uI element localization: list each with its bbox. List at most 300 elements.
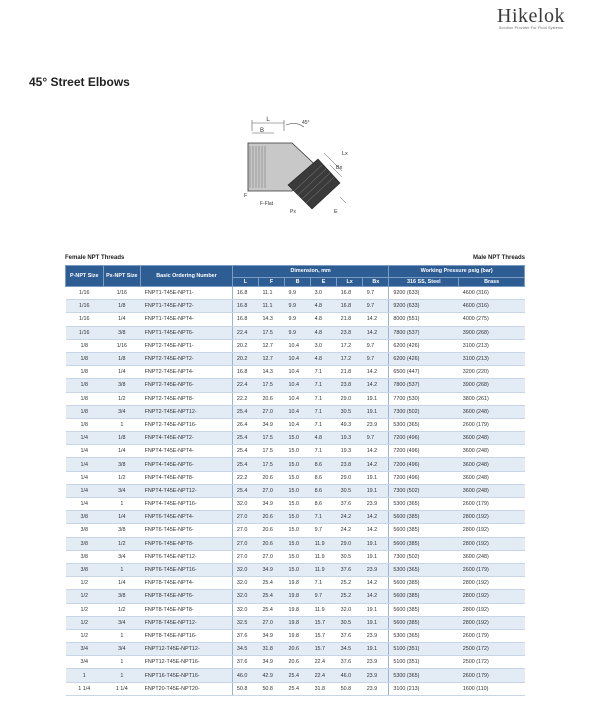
- cell-pressure-brass: 2600 (179): [459, 629, 525, 642]
- cell-e: 11.9: [311, 537, 337, 550]
- cell-px-npt: 1/16: [103, 339, 141, 352]
- cell-f: 25.4: [258, 603, 284, 616]
- cell-e: 31.8: [311, 682, 337, 695]
- cell-pressure-brass: 4000 (275): [459, 313, 525, 326]
- cell-l: 25.4: [232, 458, 258, 471]
- cell-pressure-316ss: 8000 (551): [389, 313, 459, 326]
- cell-b: 15.0: [285, 471, 311, 484]
- cell-ordering-number: FNPT12-T45E-NPT16-: [141, 656, 233, 669]
- cell-b: 15.0: [285, 537, 311, 550]
- cell-p-npt: 1/2: [66, 603, 104, 616]
- cell-bx: 19.1: [363, 616, 389, 629]
- cell-lx: 16.8: [337, 287, 363, 300]
- cell-f: 27.0: [258, 616, 284, 629]
- table-row: [66, 484, 525, 497]
- cell-lx: 50.8: [337, 682, 363, 695]
- header-dimensions: Dimension, mm: [232, 266, 388, 278]
- cell-px-npt: 1/8: [103, 352, 141, 365]
- cell-b: 9.9: [285, 326, 311, 339]
- cell-pressure-316ss: 5600 (385): [389, 577, 459, 590]
- cell-lx: 23.8: [337, 379, 363, 392]
- table-row: [66, 313, 525, 326]
- cell-bx: 19.1: [363, 392, 389, 405]
- table-row: [66, 577, 525, 590]
- cell-l: 46.0: [232, 669, 258, 682]
- cell-p-npt: 3/8: [66, 511, 104, 524]
- cell-pressure-316ss: 3100 (213): [389, 682, 459, 695]
- dimensions-table: [65, 265, 525, 696]
- cell-e: 22.4: [311, 656, 337, 669]
- cell-lx: 16.8: [337, 300, 363, 313]
- cell-bx: 23.9: [363, 682, 389, 695]
- cell-p-npt: 1/16: [66, 326, 104, 339]
- cell-bx: 14.2: [363, 313, 389, 326]
- cell-f: 11.1: [258, 287, 284, 300]
- cell-lx: 25.2: [337, 590, 363, 603]
- cell-ordering-number: FNPT16-T45E-NPT16-: [141, 669, 233, 682]
- cell-p-npt: 1/2: [66, 616, 104, 629]
- table-row: [66, 603, 525, 616]
- cell-f: 17.5: [258, 445, 284, 458]
- cell-e: 7.1: [311, 511, 337, 524]
- table-row: [66, 432, 525, 445]
- table-row: [66, 458, 525, 471]
- cell-ordering-number: FNPT8-T45E-NPT4-: [141, 577, 233, 590]
- cell-pressure-316ss: 7300 (502): [389, 405, 459, 418]
- cell-px-npt: 1/8: [103, 432, 141, 445]
- cell-f: 34.9: [258, 629, 284, 642]
- cell-pressure-316ss: 9200 (633): [389, 300, 459, 313]
- cell-px-npt: 1: [103, 669, 141, 682]
- cell-f: 27.0: [258, 550, 284, 563]
- cell-bx: 19.1: [363, 471, 389, 484]
- cell-b: 10.4: [285, 379, 311, 392]
- cell-bx: 14.2: [363, 524, 389, 537]
- table-row: [66, 300, 525, 313]
- cell-ordering-number: FNPT1-T45E-NPT2-: [141, 300, 233, 313]
- cell-p-npt: 1/8: [66, 366, 104, 379]
- cell-pressure-316ss: 5300 (365): [389, 629, 459, 642]
- cell-lx: 23.8: [337, 326, 363, 339]
- cell-b: 10.4: [285, 405, 311, 418]
- cell-e: 9.7: [311, 524, 337, 537]
- cell-b: 10.4: [285, 339, 311, 352]
- cell-pressure-316ss: 5600 (385): [389, 603, 459, 616]
- cell-b: 15.0: [285, 511, 311, 524]
- cell-lx: 24.2: [337, 511, 363, 524]
- drawing-label-fflat: F-Flat: [260, 201, 274, 207]
- cell-pressure-316ss: 9200 (633): [389, 287, 459, 300]
- cell-bx: 19.1: [363, 643, 389, 656]
- cell-pressure-brass: 2600 (179): [459, 563, 525, 576]
- cell-e: 7.1: [311, 577, 337, 590]
- cell-pressure-brass: 3600 (248): [459, 550, 525, 563]
- cell-bx: 19.1: [363, 603, 389, 616]
- cell-bx: 19.1: [363, 405, 389, 418]
- table-row: [66, 682, 525, 695]
- cell-p-npt: 3/8: [66, 524, 104, 537]
- cell-l: 50.8: [232, 682, 258, 695]
- table-body: [66, 287, 525, 696]
- cell-px-npt: 3/8: [103, 458, 141, 471]
- cell-lx: 34.5: [337, 643, 363, 656]
- cell-l: 27.0: [232, 524, 258, 537]
- female-threads-label: Female NPT Threads: [65, 255, 125, 261]
- cell-pressure-316ss: 7800 (537): [389, 379, 459, 392]
- cell-ordering-number: FNPT8-T45E-NPT6-: [141, 590, 233, 603]
- cell-l: 16.8: [232, 366, 258, 379]
- cell-b: 10.4: [285, 366, 311, 379]
- table-row: [66, 392, 525, 405]
- cell-ordering-number: FNPT2-T45E-NPT4-: [141, 366, 233, 379]
- cell-pressure-brass: 2800 (192): [459, 616, 525, 629]
- cell-ordering-number: FNPT8-T45E-NPT12-: [141, 616, 233, 629]
- cell-px-npt: 1: [103, 656, 141, 669]
- drawing-label-f: F: [244, 193, 248, 199]
- cell-lx: 23.8: [337, 458, 363, 471]
- cell-ordering-number: FNPT12-T45E-NPT12-: [141, 643, 233, 656]
- cell-px-npt: 3/8: [103, 326, 141, 339]
- header-316ss-steel: 316 SS, Steel: [389, 278, 459, 287]
- cell-ordering-number: FNPT4-T45E-NPT4-: [141, 445, 233, 458]
- cell-l: 37.6: [232, 629, 258, 642]
- cell-bx: 9.7: [363, 432, 389, 445]
- cell-bx: 14.2: [363, 458, 389, 471]
- cell-b: 9.9: [285, 300, 311, 313]
- cell-b: 9.9: [285, 287, 311, 300]
- cell-lx: 29.0: [337, 392, 363, 405]
- cell-ordering-number: FNPT2-T45E-NPT6-: [141, 379, 233, 392]
- cell-px-npt: 3/4: [103, 484, 141, 497]
- cell-f: 34.9: [258, 498, 284, 511]
- cell-bx: 9.7: [363, 300, 389, 313]
- cell-pressure-brass: 2800 (192): [459, 577, 525, 590]
- cell-lx: 30.5: [337, 405, 363, 418]
- cell-pressure-316ss: 5600 (385): [389, 616, 459, 629]
- male-threads-label: Male NPT Threads: [472, 255, 525, 261]
- cell-p-npt: 1/8: [66, 352, 104, 365]
- cell-p-npt: 1/16: [66, 300, 104, 313]
- table-row: [66, 656, 525, 669]
- cell-ordering-number: FNPT4-T45E-NPT6-: [141, 458, 233, 471]
- table-row: [66, 616, 525, 629]
- cell-pressure-brass: 4600 (316): [459, 287, 525, 300]
- cell-l: 32.0: [232, 590, 258, 603]
- cell-px-npt: 1/4: [103, 313, 141, 326]
- cell-f: 27.0: [258, 405, 284, 418]
- cell-pressure-brass: 3800 (261): [459, 392, 525, 405]
- cell-p-npt: 1/8: [66, 379, 104, 392]
- cell-e: 4.8: [311, 352, 337, 365]
- header-bx: Bx: [363, 278, 389, 287]
- cell-l: 32.5: [232, 616, 258, 629]
- cell-bx: 14.2: [363, 577, 389, 590]
- cell-pressure-316ss: 6200 (426): [389, 352, 459, 365]
- cell-ordering-number: FNPT2-T45E-NPT1-: [141, 339, 233, 352]
- cell-f: 14.3: [258, 313, 284, 326]
- cell-bx: 19.1: [363, 484, 389, 497]
- header-b: B: [285, 278, 311, 287]
- cell-f: 25.4: [258, 577, 284, 590]
- cell-px-npt: 1 1/4: [103, 682, 141, 695]
- cell-pressure-brass: 3600 (248): [459, 445, 525, 458]
- cell-e: 11.9: [311, 563, 337, 576]
- cell-pressure-316ss: 5300 (365): [389, 418, 459, 431]
- cell-f: 34.9: [258, 656, 284, 669]
- cell-pressure-brass: 3600 (248): [459, 405, 525, 418]
- cell-bx: 19.1: [363, 550, 389, 563]
- cell-ordering-number: FNPT2-T45E-NPT2-: [141, 352, 233, 365]
- cell-lx: 17.2: [337, 339, 363, 352]
- cell-px-npt: 1/2: [103, 537, 141, 550]
- cell-b: 10.4: [285, 392, 311, 405]
- cell-p-npt: 1/4: [66, 445, 104, 458]
- cell-pressure-brass: 3600 (248): [459, 484, 525, 497]
- table-row: [66, 352, 525, 365]
- cell-f: 12.7: [258, 339, 284, 352]
- cell-ordering-number: FNPT4-T45E-NPT16-: [141, 498, 233, 511]
- cell-pressure-316ss: 6500 (447): [389, 366, 459, 379]
- cell-pressure-316ss: 7300 (502): [389, 484, 459, 497]
- cell-f: 34.9: [258, 563, 284, 576]
- cell-b: 20.6: [285, 656, 311, 669]
- table-row: [66, 550, 525, 563]
- cell-l: 27.0: [232, 550, 258, 563]
- cell-f: 31.8: [258, 643, 284, 656]
- cell-ordering-number: FNPT8-T45E-NPT8-: [141, 603, 233, 616]
- cell-p-npt: 1/16: [66, 313, 104, 326]
- cell-bx: 14.2: [363, 511, 389, 524]
- cell-pressure-brass: 3600 (248): [459, 458, 525, 471]
- cell-l: 32.0: [232, 603, 258, 616]
- cell-l: 25.4: [232, 484, 258, 497]
- cell-f: 20.6: [258, 524, 284, 537]
- cell-pressure-brass: 4600 (316): [459, 300, 525, 313]
- cell-px-npt: 3/8: [103, 524, 141, 537]
- cell-ordering-number: FNPT20-T45E-NPT20-: [141, 682, 233, 695]
- cell-px-npt: 3/4: [103, 643, 141, 656]
- cell-pressure-316ss: 6200 (426): [389, 339, 459, 352]
- cell-p-npt: 3/8: [66, 550, 104, 563]
- cell-lx: 29.0: [337, 471, 363, 484]
- cell-lx: 30.5: [337, 484, 363, 497]
- cell-p-npt: 1/8: [66, 405, 104, 418]
- cell-p-npt: 3/8: [66, 537, 104, 550]
- cell-ordering-number: FNPT4-T45E-NPT2-: [141, 432, 233, 445]
- cell-px-npt: 1: [103, 629, 141, 642]
- cell-e: 8.6: [311, 471, 337, 484]
- cell-pressure-brass: 3600 (248): [459, 471, 525, 484]
- cell-e: 4.8: [311, 326, 337, 339]
- cell-l: 34.5: [232, 643, 258, 656]
- cell-px-npt: 1/4: [103, 366, 141, 379]
- cell-f: 17.5: [258, 458, 284, 471]
- table-row: [66, 643, 525, 656]
- drawing-label-l: L: [266, 117, 270, 123]
- cell-l: 27.0: [232, 511, 258, 524]
- cell-e: 9.7: [311, 590, 337, 603]
- cell-e: 7.1: [311, 366, 337, 379]
- cell-e: 11.9: [311, 550, 337, 563]
- cell-pressure-316ss: 5300 (365): [389, 498, 459, 511]
- cell-px-npt: 1/2: [103, 392, 141, 405]
- drawing-label-px: Px: [290, 209, 296, 215]
- cell-bx: 14.2: [363, 445, 389, 458]
- cell-b: 15.0: [285, 498, 311, 511]
- cell-ordering-number: FNPT6-T45E-NPT12-: [141, 550, 233, 563]
- cell-pressure-316ss: 5600 (385): [389, 590, 459, 603]
- cell-bx: 23.9: [363, 669, 389, 682]
- table-row: [66, 287, 525, 300]
- cell-l: 26.4: [232, 418, 258, 431]
- cell-b: 25.4: [285, 682, 311, 695]
- cell-pressure-brass: 3100 (213): [459, 352, 525, 365]
- cell-px-npt: 1: [103, 563, 141, 576]
- cell-lx: 21.8: [337, 366, 363, 379]
- cell-pressure-brass: 2800 (192): [459, 537, 525, 550]
- table-row: [66, 326, 525, 339]
- cell-ordering-number: FNPT1-T45E-NPT1-: [141, 287, 233, 300]
- cell-ordering-number: FNPT1-T45E-NPT6-: [141, 326, 233, 339]
- drawing-label-e: E: [334, 209, 338, 215]
- cell-p-npt: 1/4: [66, 471, 104, 484]
- cell-pressure-brass: 1600 (110): [459, 682, 525, 695]
- cell-ordering-number: FNPT6-T45E-NPT6-: [141, 524, 233, 537]
- cell-bx: 14.2: [363, 590, 389, 603]
- cell-bx: 9.7: [363, 352, 389, 365]
- cell-ordering-number: FNPT6-T45E-NPT4-: [141, 511, 233, 524]
- cell-p-npt: 3/8: [66, 563, 104, 576]
- cell-p-npt: 1/2: [66, 590, 104, 603]
- cell-pressure-brass: 3600 (248): [459, 432, 525, 445]
- cell-ordering-number: FNPT2-T45E-NPT12-: [141, 405, 233, 418]
- cell-e: 4.8: [311, 432, 337, 445]
- cell-lx: 37.6: [337, 563, 363, 576]
- cell-b: 15.0: [285, 458, 311, 471]
- cell-bx: 23.9: [363, 563, 389, 576]
- cell-bx: 14.2: [363, 379, 389, 392]
- table-row: [66, 537, 525, 550]
- header-working-pressure: Working Pressure psig (bar): [389, 266, 525, 278]
- cell-e: 7.1: [311, 445, 337, 458]
- thread-labels: [65, 255, 525, 261]
- cell-pressure-brass: 2500 (172): [459, 656, 525, 669]
- cell-px-npt: 3/4: [103, 550, 141, 563]
- cell-f: 25.4: [258, 590, 284, 603]
- cell-bx: 23.9: [363, 498, 389, 511]
- cell-pressure-brass: 2600 (179): [459, 498, 525, 511]
- table-row: [66, 379, 525, 392]
- cell-bx: 23.9: [363, 418, 389, 431]
- cell-pressure-brass: 2800 (192): [459, 603, 525, 616]
- cell-b: 15.0: [285, 550, 311, 563]
- cell-e: 15.7: [311, 629, 337, 642]
- cell-pressure-316ss: 5100 (351): [389, 643, 459, 656]
- cell-lx: 30.5: [337, 550, 363, 563]
- cell-lx: 17.2: [337, 352, 363, 365]
- cell-e: 8.6: [311, 458, 337, 471]
- page-title: 45° Street Elbows: [29, 75, 130, 89]
- cell-pressure-brass: 2600 (179): [459, 418, 525, 431]
- cell-l: 32.0: [232, 498, 258, 511]
- cell-l: 22.2: [232, 471, 258, 484]
- cell-lx: 29.0: [337, 537, 363, 550]
- header-p-npt: P-NPT Size: [66, 266, 104, 287]
- cell-p-npt: 1: [66, 669, 104, 682]
- cell-e: 7.1: [311, 379, 337, 392]
- cell-b: 19.8: [285, 603, 311, 616]
- cell-e: 7.1: [311, 392, 337, 405]
- table-row: [66, 669, 525, 682]
- cell-l: 22.4: [232, 326, 258, 339]
- cell-lx: 21.8: [337, 313, 363, 326]
- cell-e: 15.7: [311, 616, 337, 629]
- cell-f: 20.6: [258, 471, 284, 484]
- cell-f: 20.6: [258, 511, 284, 524]
- header-l: L: [232, 278, 258, 287]
- cell-e: 4.8: [311, 300, 337, 313]
- cell-pressure-brass: 2500 (172): [459, 643, 525, 656]
- cell-e: 15.7: [311, 643, 337, 656]
- street-elbow-drawing: [238, 113, 368, 223]
- cell-b: 20.6: [285, 643, 311, 656]
- cell-l: 25.4: [232, 405, 258, 418]
- cell-px-npt: 1/2: [103, 603, 141, 616]
- cell-pressure-316ss: 7200 (496): [389, 458, 459, 471]
- cell-px-npt: 1/16: [103, 287, 141, 300]
- table-row: [66, 590, 525, 603]
- cell-b: 25.4: [285, 669, 311, 682]
- cell-ordering-number: FNPT2-T45E-NPT8-: [141, 392, 233, 405]
- drawing-label-b: B: [259, 128, 265, 134]
- cell-l: 22.4: [232, 379, 258, 392]
- cell-p-npt: 1/8: [66, 392, 104, 405]
- cell-lx: 49.3: [337, 418, 363, 431]
- cell-f: 34.9: [258, 418, 284, 431]
- cell-f: 12.7: [258, 352, 284, 365]
- cell-e: 7.1: [311, 405, 337, 418]
- header-lx: Lx: [337, 278, 363, 287]
- cell-pressure-brass: 2800 (192): [459, 590, 525, 603]
- cell-lx: 37.6: [337, 498, 363, 511]
- cell-b: 19.8: [285, 577, 311, 590]
- cell-bx: 23.9: [363, 629, 389, 642]
- drawing-label-lx: Lx: [342, 151, 348, 157]
- table-row: [66, 405, 525, 418]
- cell-pressure-316ss: 5600 (385): [389, 511, 459, 524]
- cell-p-npt: 1/8: [66, 418, 104, 431]
- drawing-label-bx: Bx: [336, 165, 343, 171]
- cell-pressure-brass: 3100 (213): [459, 339, 525, 352]
- header-e: E: [311, 278, 337, 287]
- cell-pressure-316ss: 7800 (537): [389, 326, 459, 339]
- cell-b: 15.0: [285, 563, 311, 576]
- cell-l: 27.0: [232, 537, 258, 550]
- cell-lx: 19.3: [337, 445, 363, 458]
- cell-ordering-number: FNPT1-T45E-NPT4-: [141, 313, 233, 326]
- cell-px-npt: 3/4: [103, 405, 141, 418]
- cell-e: 7.1: [311, 418, 337, 431]
- cell-lx: 30.5: [337, 616, 363, 629]
- cell-p-npt: 1/8: [66, 339, 104, 352]
- cell-bx: 14.2: [363, 366, 389, 379]
- header-f: F: [258, 278, 284, 287]
- brand-logo: [484, 6, 578, 31]
- cell-p-npt: 1 1/4: [66, 682, 104, 695]
- header-ordering-number: Basic Ordering Number: [141, 266, 233, 287]
- cell-pressure-brass: 3200 (220): [459, 366, 525, 379]
- cell-e: 22.4: [311, 669, 337, 682]
